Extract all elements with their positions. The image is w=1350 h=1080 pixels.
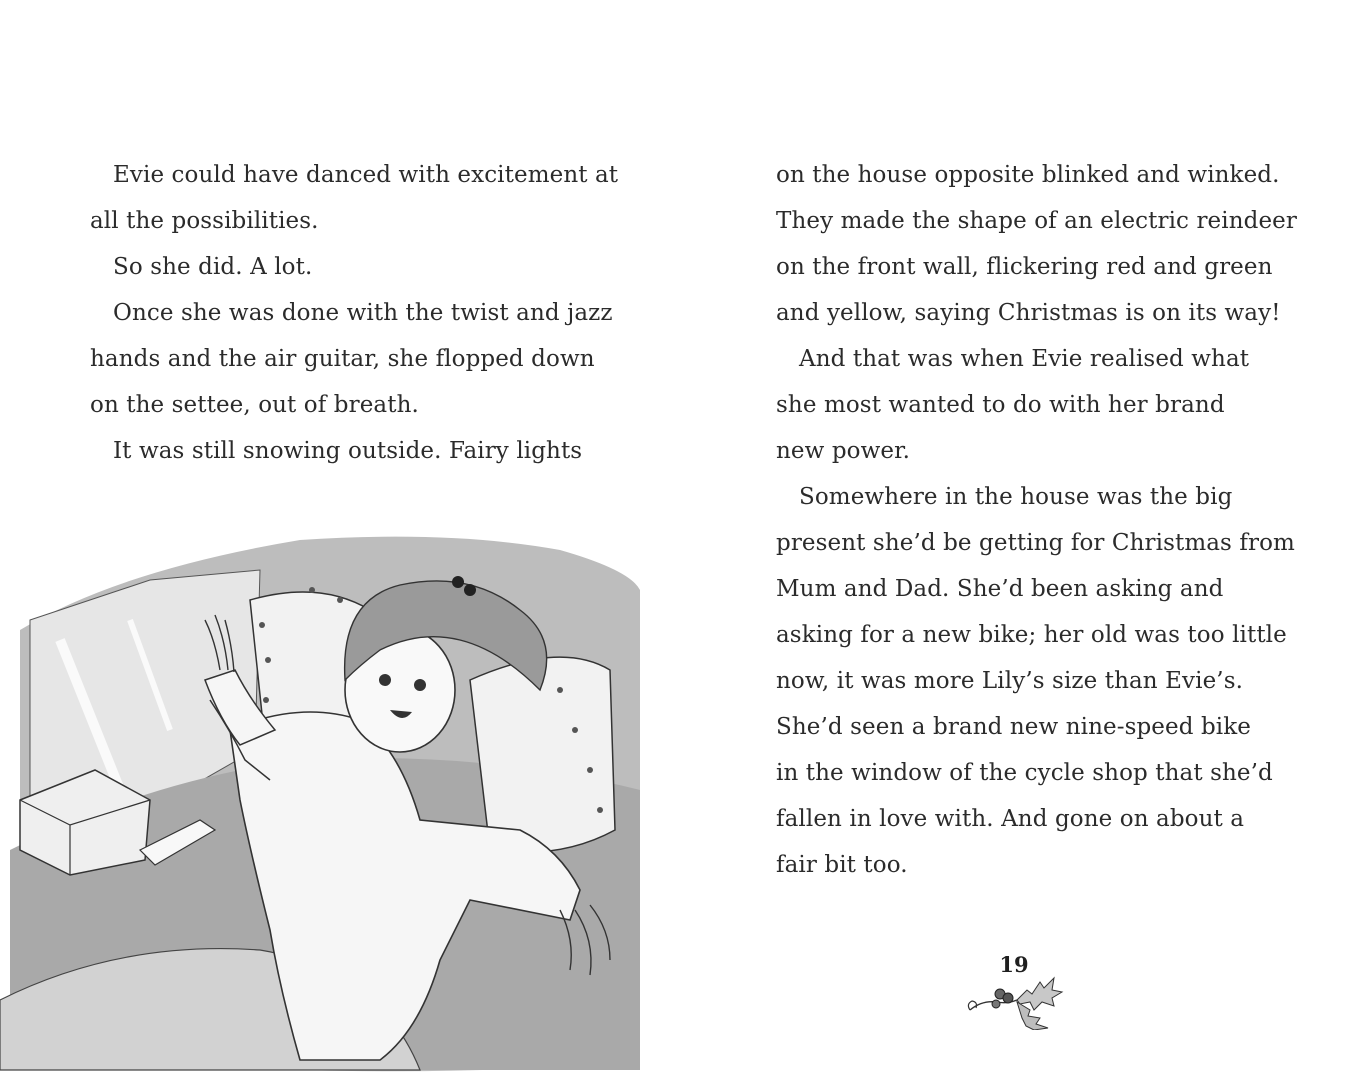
text-line: on the house opposite blinked and winked. — [776, 162, 1280, 188]
text-line: in the window of the cycle shop that she’d — [776, 760, 1273, 786]
illustration — [0, 530, 650, 1080]
text-line: Once she was done with the twist and jazz — [113, 300, 613, 326]
text-line: and yellow, saying Christmas is on its way! — [776, 300, 1281, 326]
text-line: fallen in love with. And gone on about a — [776, 806, 1245, 832]
text-line: all the possibilities. — [90, 208, 319, 234]
text-line: present she’d be getting for Christmas from — [776, 530, 1295, 556]
text-line: She’d seen a brand new nine-speed bike — [776, 714, 1251, 740]
text-line: on the settee, out of breath. — [90, 392, 419, 418]
cushion — [470, 657, 615, 852]
text-line: They made the shape of an electric reindeer — [776, 208, 1297, 234]
text-line: Evie could have danced with excitement at — [113, 162, 619, 188]
page-number: 19 — [999, 952, 1029, 977]
text-line: now, it was more Lily’s size than Evie’s. — [776, 668, 1244, 694]
text-line: And that was when Evie realised what — [799, 346, 1250, 372]
text-line: new power. — [776, 438, 911, 464]
text-line: hands and the air guitar, she flopped down — [90, 346, 595, 372]
text-line: Somewhere in the house was the big — [799, 484, 1233, 510]
text-line: she most wanted to do with her brand — [776, 392, 1225, 418]
hair-bobble — [452, 576, 464, 588]
hair-bobble — [464, 584, 476, 596]
text-line: It was still snowing outside. Fairy lights — [113, 438, 583, 464]
text-line: Mum and Dad. She’d been asking and — [776, 576, 1224, 602]
text-line: fair bit too. — [776, 852, 908, 878]
text-line: So she did. A lot. — [113, 254, 313, 280]
text-line: asking for a new bike; her old was too little — [776, 622, 1287, 648]
text-line: on the front wall, flickering red and green — [776, 254, 1273, 280]
